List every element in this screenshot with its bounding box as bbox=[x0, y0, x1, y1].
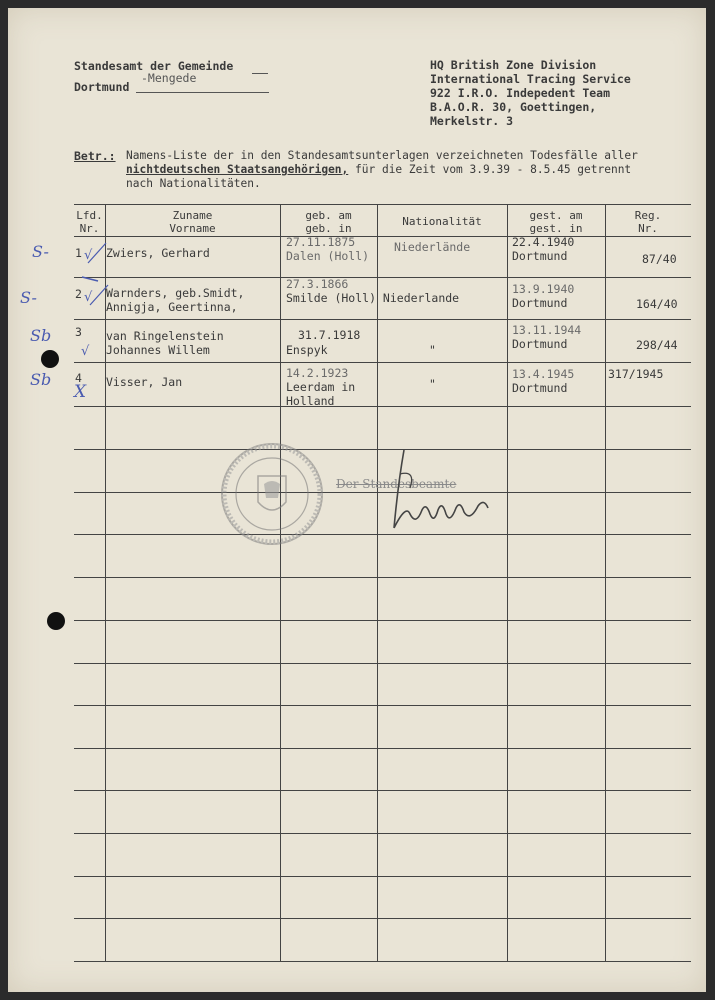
header-born-line-1: geb. am bbox=[305, 209, 352, 222]
subject-line-1: Namens-Liste der in den Standesamtsunterlagen verzeichneten Todesfälle aller bbox=[126, 149, 638, 162]
birth-date: 14.2.1923 bbox=[286, 366, 349, 380]
death-date: 22.4.1940 bbox=[512, 235, 575, 249]
birth-place: Dalen (Holl) bbox=[286, 249, 370, 263]
official-seal bbox=[218, 440, 326, 548]
header-lfd-line-1: Lfd. bbox=[76, 209, 103, 222]
person-name: Zwiers, Gerhard bbox=[106, 246, 210, 260]
check-mark-4: X bbox=[74, 382, 87, 402]
row-rule-9 bbox=[74, 620, 691, 621]
nationality-ditto: " bbox=[429, 377, 436, 391]
header-died bbox=[507, 209, 605, 235]
recipient-line-4: B.A.O.R. 30, Goettingen, bbox=[430, 100, 597, 114]
person-name: Warnders, geb.Smidt, bbox=[106, 286, 245, 300]
registration-number: 87/40 bbox=[642, 252, 677, 266]
birth-place: Enspyk bbox=[286, 343, 328, 357]
person-name-cont: Johannes Willem bbox=[106, 343, 210, 357]
header-name-line-2: Vorname bbox=[169, 222, 216, 235]
row-rule-15 bbox=[74, 876, 691, 877]
handwritten-strokes bbox=[68, 233, 128, 413]
person-name: Visser, Jan bbox=[106, 375, 183, 389]
table-top-rule bbox=[74, 204, 691, 205]
handwritten-signature bbox=[376, 444, 506, 544]
row-rule-8 bbox=[74, 577, 691, 578]
col-divider-5 bbox=[605, 204, 606, 961]
check-mark-3: √ bbox=[81, 344, 90, 359]
row-rule-2 bbox=[74, 319, 691, 320]
registry-office-label: Standesamt der Gemeinde bbox=[74, 59, 234, 73]
margin-mark-2: S- bbox=[20, 288, 37, 307]
death-place: Dortmund bbox=[512, 337, 568, 351]
header-fill-line-2 bbox=[136, 92, 269, 93]
header-name-line-1: Zuname bbox=[172, 209, 213, 222]
registration-number: 164/40 bbox=[636, 297, 678, 311]
row-rule-12 bbox=[74, 748, 691, 749]
row-rule-16 bbox=[74, 918, 691, 919]
row-rule-3 bbox=[74, 362, 691, 363]
recipient-line-1: HQ British Zone Division bbox=[430, 58, 597, 72]
header-lfd-line-2: Nr. bbox=[79, 222, 100, 235]
subject-line-3: nach Nationalitäten. bbox=[126, 177, 261, 190]
birth-place-nationality: Smilde (Holl) Niederlande bbox=[286, 291, 460, 305]
header-fill-line-1 bbox=[252, 73, 268, 74]
birth-place: Leerdam in bbox=[286, 380, 356, 394]
registration-number: 298/44 bbox=[636, 338, 678, 352]
person-name-cont: Annigja, Geertinna, bbox=[106, 300, 238, 314]
document-page bbox=[8, 8, 706, 992]
col-divider-2 bbox=[280, 204, 281, 961]
header-reg-nr bbox=[605, 209, 691, 235]
recipient-line-2: International Tracing Service bbox=[430, 72, 631, 86]
header-lfd-nr bbox=[74, 209, 105, 235]
death-date: 13.11.1944 bbox=[512, 323, 582, 337]
death-date: 13.4.1945 bbox=[512, 367, 575, 381]
death-date: 13.9.1940 bbox=[512, 282, 575, 296]
header-reg-line-2: Nr. bbox=[638, 222, 658, 235]
row-number: 2 bbox=[75, 287, 82, 301]
header-died-line-1: gest. am bbox=[529, 209, 583, 222]
row-number: 4 bbox=[75, 371, 82, 385]
subject-line-2 bbox=[126, 163, 631, 177]
row-rule-4 bbox=[74, 406, 691, 407]
birth-date: 27.11.1875 bbox=[286, 235, 356, 249]
row-rule-10 bbox=[74, 663, 691, 664]
header-nationality: Nationalität bbox=[402, 215, 482, 228]
subject-emphasis: nichtdeutschen Staatsangehörigen, bbox=[126, 163, 349, 176]
table-bottom-rule bbox=[74, 961, 691, 962]
col-divider-3 bbox=[377, 204, 378, 961]
margin-mark-4: Sb bbox=[30, 370, 52, 389]
header-born bbox=[280, 209, 377, 235]
official-title-stamp: Der Standesbeamte bbox=[336, 477, 457, 491]
row-number: 3 bbox=[75, 325, 82, 339]
row-rule-11 bbox=[74, 705, 691, 706]
punch-hole-bottom bbox=[47, 612, 65, 630]
margin-mark-3: Sb bbox=[30, 326, 52, 345]
subject-label: Betr.: bbox=[74, 149, 116, 163]
person-name: van Ringelenstein bbox=[106, 329, 224, 343]
row-rule-14 bbox=[74, 833, 691, 834]
punch-hole-top bbox=[41, 350, 59, 368]
check-mark-1: √ bbox=[84, 248, 93, 263]
margin-mark-1: S- bbox=[32, 242, 49, 261]
header-born-line-2: geb. in bbox=[305, 222, 352, 235]
registry-district: -Mengede bbox=[141, 71, 197, 85]
row-rule-13 bbox=[74, 790, 691, 791]
death-place: Dortmund bbox=[512, 381, 568, 395]
registration-number: 317/1945 bbox=[608, 367, 664, 381]
nationality-ditto: " bbox=[429, 343, 436, 357]
check-mark-2: √ bbox=[84, 290, 93, 305]
header-name bbox=[105, 209, 280, 235]
header-reg-line-1: Reg. bbox=[634, 209, 662, 222]
subject-period: für die Zeit vom 3.9.39 - 8.5.45 getrennt bbox=[348, 163, 632, 176]
birth-date: 27.3.1866 bbox=[286, 277, 349, 291]
col-divider-4 bbox=[507, 204, 508, 961]
row-number: 1 bbox=[75, 246, 82, 260]
table-header-rule bbox=[74, 236, 691, 237]
birth-date: 31.7.1918 bbox=[298, 328, 361, 342]
recipient-line-3: 922 I.R.O. Indepedent Team bbox=[430, 86, 611, 100]
death-place: Dortmund bbox=[512, 249, 568, 263]
row-rule-1 bbox=[74, 277, 691, 278]
nationality: Niederlände bbox=[394, 240, 471, 254]
recipient-line-5: Merkelstr. 3 bbox=[430, 114, 514, 128]
death-place: Dortmund bbox=[512, 296, 568, 310]
birth-place-cont: Holland bbox=[286, 394, 335, 408]
registry-city: Dortmund bbox=[74, 80, 130, 94]
header-died-line-2: gest. in bbox=[529, 222, 583, 235]
